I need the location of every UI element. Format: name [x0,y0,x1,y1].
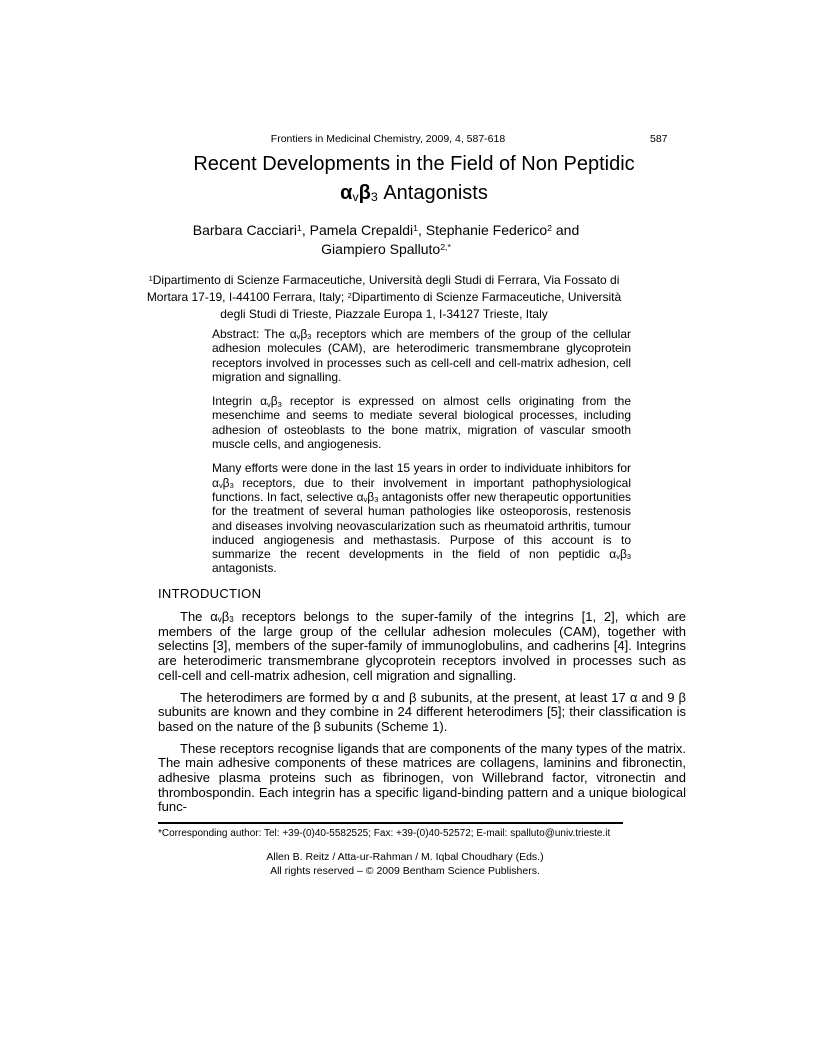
corresponding-author-footnote: *Corresponding author: Tel: +39-(0)40-5582525; Fax: +39-(0)40-52572; E-mail: spalluto@univ.trieste.it [158,828,611,839]
affiliations [119,272,649,323]
affiliation-line-1: $^1$Dipartimento di Scienze Farmaceutiche, Università degli Studi di Ferrara, Via Fossato di [148,273,620,287]
affiliation-line-3: degli Studi di Trieste, Piazzale Europa 1, I-34127 Trieste, Italy [220,307,548,321]
title-line-1: Recent Developments in the Field of Non Peptidic [193,153,635,175]
introduction-section [158,586,686,822]
imprint-editors: Allen B. Reitz / Atta-ur-Rahman / M. Iqbal Choudhary (Eds.) [266,851,544,863]
authors-line-1: Barbara Cacciari$^1$, Pamela Crepaldi$^1$, Stephanie Federico$^2$ and [192,222,580,238]
authors-line-2: Giampiero Spalluto$^{2,*}$ [321,241,451,257]
title-line-2: $\alpha_v\beta_3$ Antagonists [340,182,488,205]
paper-title [149,150,679,208]
journal-citation: Frontiers in Medicinal Chemistry, 2009, 4, 587-618 [270,133,506,145]
authors [121,221,651,259]
introduction-heading: INTRODUCTION [158,586,262,601]
abstract-paragraph-3: Many efforts were done in the last 15 years in order to individuate inhibitors for $\alpha_v\beta_3$ receptors, due to their involvement in important pathophysiological functions. In fact, selective $\alpha_v\beta_3$ antagonists offer new therapeutic opportunities for the treatment of several human pathologies like osteoporosis, restenosis and diseases involving neovascularization such as rheumatoid arthritis, tumour induced angiogenesis and methastasis. Purpose of this account is to summarize the recent developments in the field of non peptidic $\alpha_v\beta_3$ antagonists. [212,461,631,576]
abstract-paragraph-2: Integrin $\alpha_v\beta_3$ receptor is expressed on almost cells originating from the mesenchime and seems to mediate several biological processes, including adhesion of osteoblasts to the bone matrix, migration of vascular smooth muscle cells, and angiogenesis. [212,394,632,452]
imprint-rights: All rights reserved – © 2009 Bentham Science Publishers. [270,864,540,877]
intro-paragraph-2: The heterodimers are formed by α and β subunits, at the present, at least 17 α and 9 β subunits are known and they combine in 24 different heterodimers [5]; their classification is based on the nature of the β subunits (Scheme 1). [158,689,686,734]
abstract [212,327,631,586]
intro-paragraph-3: These receptors recognise ligands that are components of the many types of the matrix. The main adhesive components of these matrices are collagens, laminins and fibronectin, adhesive plasma proteins such as fibrinogen, von Willebrand factor, vitronectin and thrombospondin. Each integrin has a specific ligand-binding pattern and a unique biological func- [158,740,686,815]
page-number: 587 [650,133,668,145]
affiliation-line-2: Mortara 17-19, I-44100 Ferrara, Italy; $^2$Dipartimento di Scienze Farmaceutiche, Università [146,290,622,304]
imprint [140,851,670,878]
page-header [123,133,668,145]
abstract-paragraph-1: Abstract: The $\alpha_v\beta_3$ receptors which are members of the group of the cellular adhesion molecules (CAM), are heterodimeric transmembrane glycoprotein receptors involved in processes such as cell-cell and cell-matrix adhesion, cell migration and signalling. [212,327,631,384]
intro-paragraph-1: The $\alpha_v\beta_3$ receptors belongs to the super-family of the integrins [1, 2], which are members of the large group of the cellular adhesion molecules (CAM), together with selectins [3], members of the super-family of immunoglobulins, and cadherins [4]. Integrins are heterodimeric transmembrane glycoprotein receptors involved in processes such as cell-cell and cell-matrix adhesion, cell migration and signalling. [158,609,687,683]
footnote-rule [158,822,623,824]
